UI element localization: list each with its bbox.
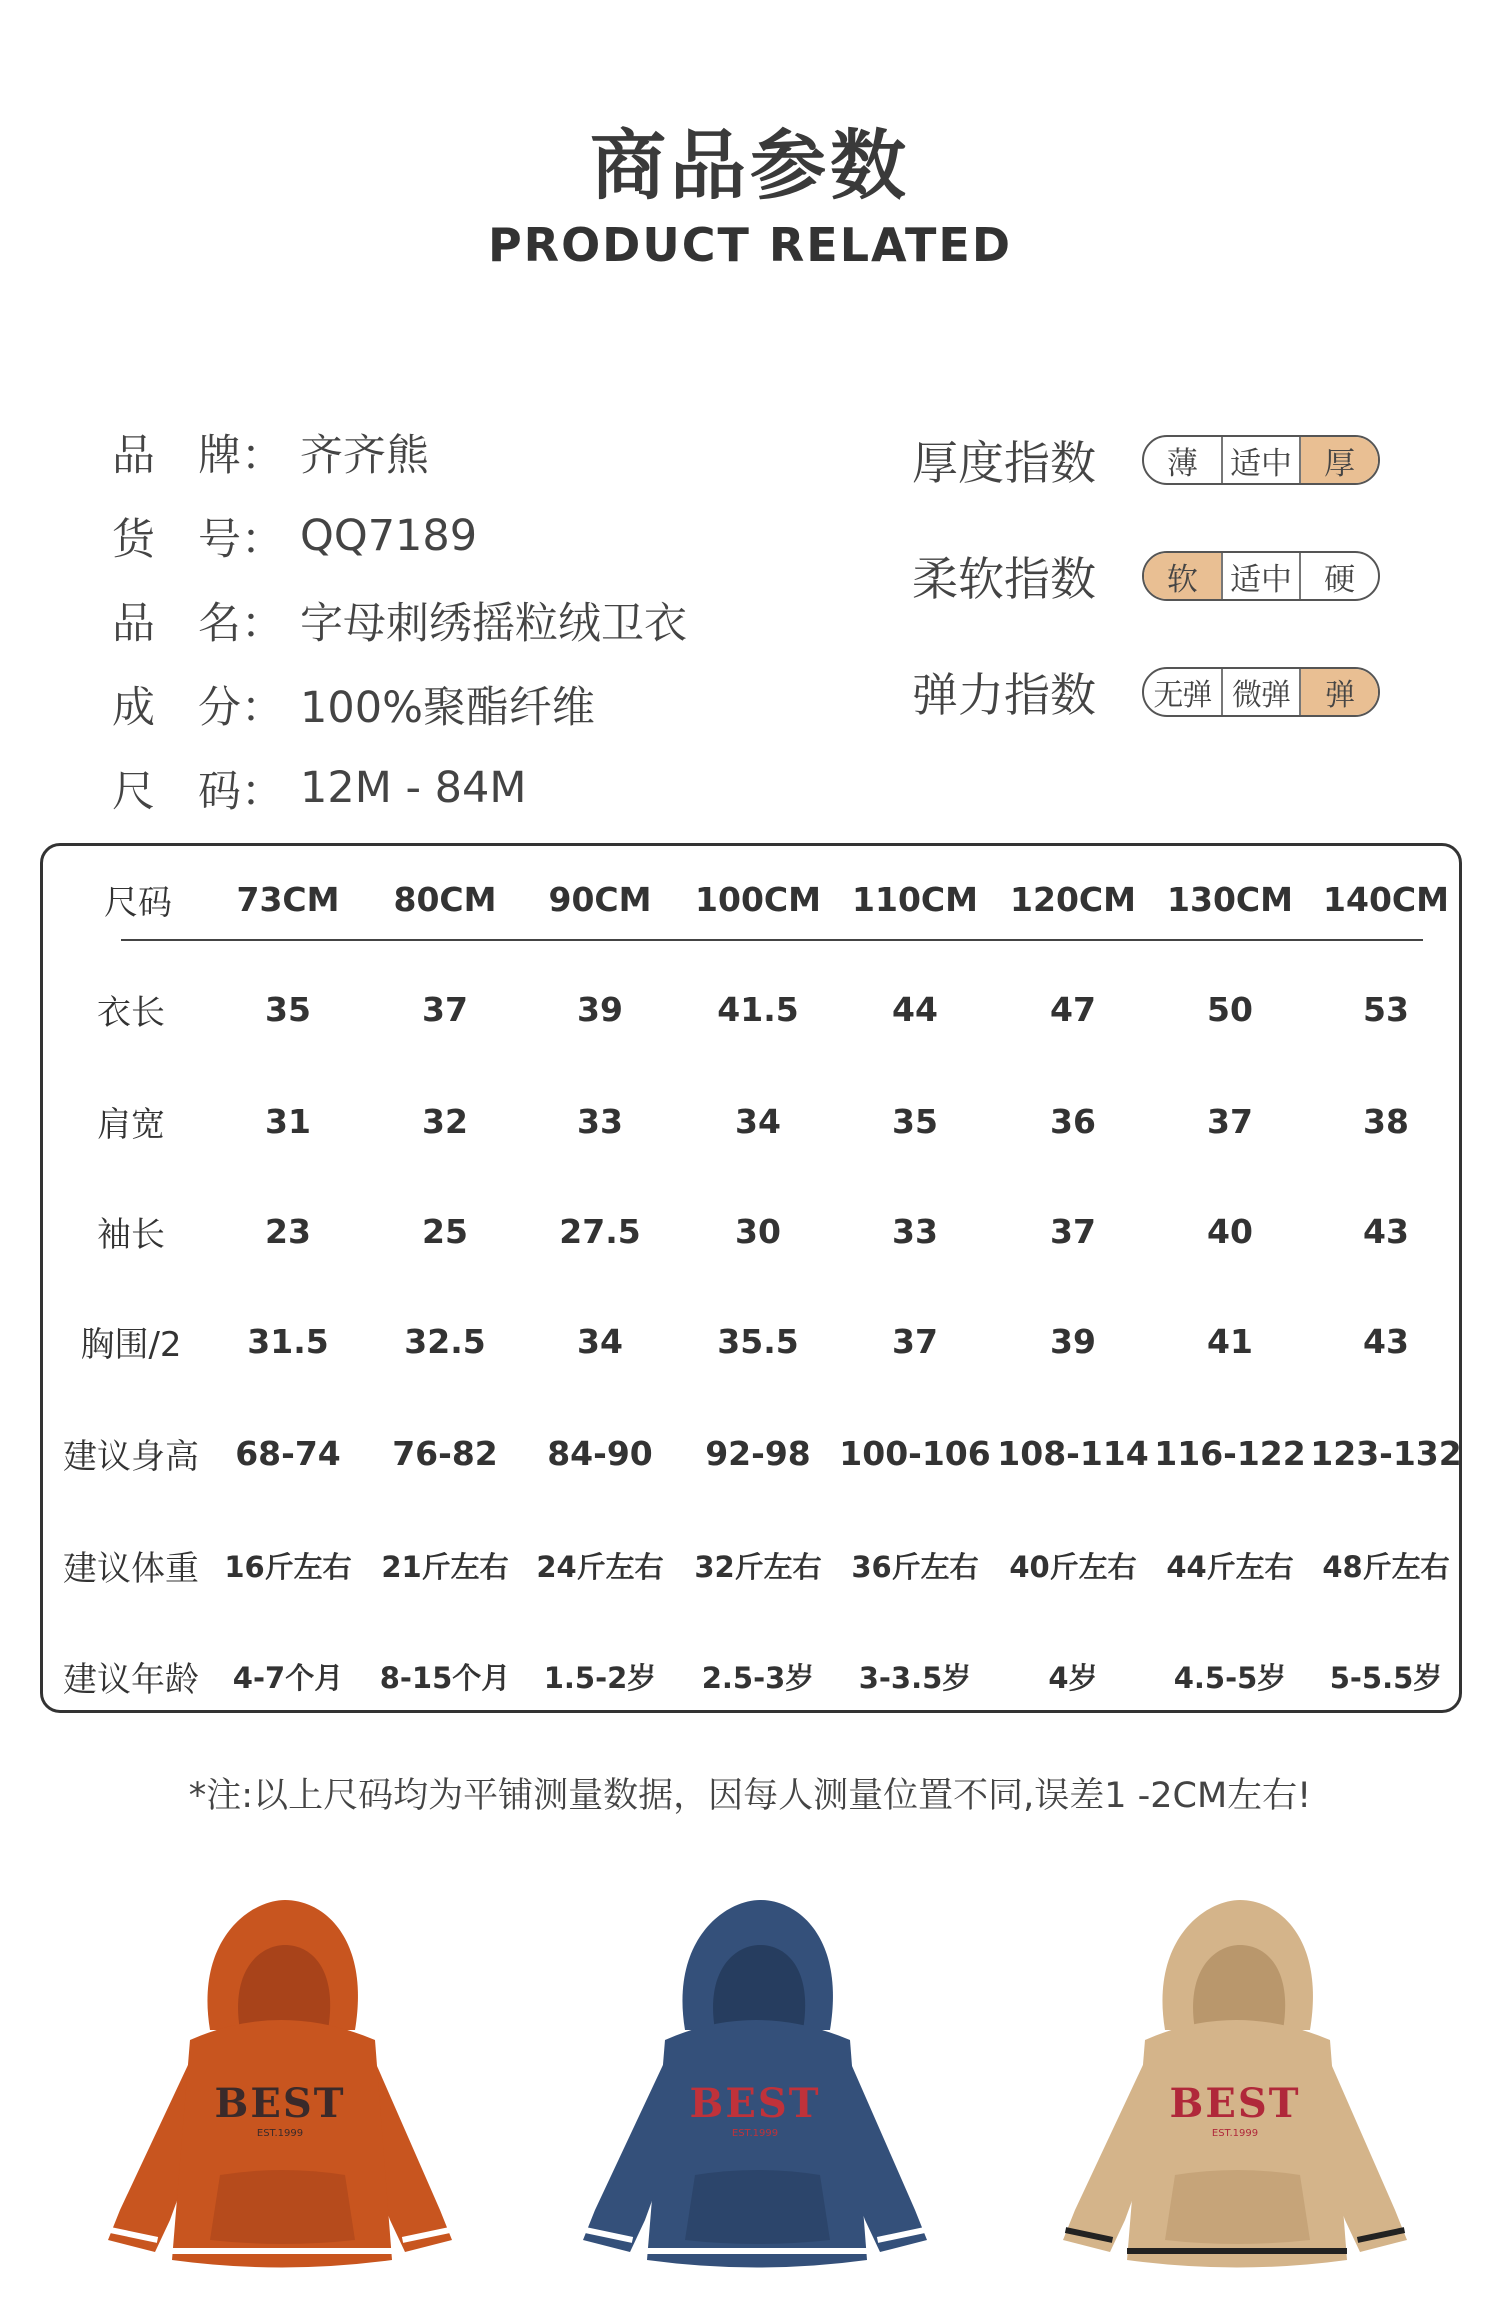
table-cell: 33 bbox=[577, 1101, 623, 1141]
table-cell: 37 bbox=[892, 1321, 938, 1361]
table-row bbox=[43, 1306, 1463, 1376]
size-header-cell: 120CM bbox=[1010, 879, 1136, 919]
table-cell: 35 bbox=[892, 1101, 938, 1141]
page-subtitle: PRODUCT RELATED bbox=[487, 218, 1013, 272]
table-row bbox=[43, 1086, 1463, 1156]
row-label: 建议年龄 bbox=[63, 1659, 199, 1700]
table-cell: 47 bbox=[1050, 989, 1096, 1029]
table-cell: 41 bbox=[1207, 1321, 1253, 1361]
row-label: 袖长 bbox=[97, 1214, 165, 1255]
index-label: 柔软指数 bbox=[912, 552, 1096, 606]
info-key: 货 号： bbox=[112, 514, 284, 565]
table-cell: 21斤左右 bbox=[381, 1549, 509, 1584]
info-value: 齐齐熊 bbox=[300, 430, 429, 481]
table-cell: 5-5.5岁 bbox=[1329, 1660, 1443, 1695]
table-cell: 24斤左右 bbox=[536, 1549, 664, 1584]
table-cell: 37 bbox=[1207, 1101, 1253, 1141]
table-cell: 43 bbox=[1363, 1211, 1409, 1251]
table-header-row bbox=[43, 864, 1463, 934]
info-row-brand bbox=[112, 410, 687, 494]
table-cell: 50 bbox=[1207, 989, 1253, 1029]
table-row bbox=[43, 1641, 1463, 1711]
table-cell: 34 bbox=[735, 1101, 781, 1141]
scale-option: 无弹 bbox=[1153, 678, 1212, 713]
logo-subtext: EST.1999 bbox=[1211, 2128, 1259, 2139]
info-value: 100%聚酯纤维 bbox=[300, 682, 595, 733]
elasticity-index bbox=[912, 652, 1380, 732]
scale-option-active: 厚 bbox=[1299, 437, 1378, 483]
table-cell: 39 bbox=[1050, 1321, 1096, 1361]
table-cell: 43 bbox=[1363, 1321, 1409, 1361]
scale-option-active: 软 bbox=[1144, 553, 1221, 599]
size-header-cell: 90CM bbox=[548, 879, 652, 919]
table-cell: 108-114 bbox=[997, 1433, 1149, 1473]
table-cell: 36 bbox=[1050, 1101, 1096, 1141]
size-header-cell: 100CM bbox=[695, 879, 821, 919]
table-cell: 25 bbox=[422, 1211, 468, 1251]
hoodie-image bbox=[1055, 1880, 1415, 2280]
info-key: 品 名： bbox=[112, 598, 284, 649]
table-cell: 100-106 bbox=[839, 1433, 991, 1473]
table-cell: 3-3.5岁 bbox=[858, 1660, 972, 1695]
product-info bbox=[112, 410, 687, 830]
logo-text: BEST bbox=[1169, 2080, 1301, 2127]
size-header-cell: 130CM bbox=[1167, 879, 1293, 919]
table-cell: 27.5 bbox=[559, 1211, 641, 1251]
index-label: 弹力指数 bbox=[912, 668, 1096, 722]
table-cell: 36斤左右 bbox=[851, 1549, 979, 1584]
table-cell: 4.5-5岁 bbox=[1173, 1660, 1287, 1695]
softness-scale bbox=[1142, 551, 1380, 601]
measurement-note: *注:以上尺码均为平铺测量数据，因每人测量位置不同,误差1 -2CM左右! bbox=[188, 1776, 1312, 1816]
table-cell: 48斤左右 bbox=[1322, 1549, 1450, 1584]
scale-option: 硬 bbox=[1299, 553, 1378, 599]
table-cell: 31 bbox=[265, 1101, 311, 1141]
info-key: 尺 码： bbox=[112, 766, 284, 817]
table-cell: 2.5-3岁 bbox=[701, 1660, 815, 1695]
logo-subtext: EST.1999 bbox=[731, 2128, 779, 2139]
table-cell: 8-15个月 bbox=[379, 1660, 511, 1695]
table-cell: 41.5 bbox=[717, 989, 799, 1029]
table-row bbox=[43, 1196, 1463, 1266]
row-label: 建议体重 bbox=[63, 1548, 199, 1589]
size-header-cell: 140CM bbox=[1323, 879, 1449, 919]
table-cell: 40斤左右 bbox=[1009, 1549, 1137, 1584]
size-header-cell: 80CM bbox=[393, 879, 497, 919]
table-cell: 35.5 bbox=[717, 1321, 799, 1361]
info-value: 字母刺绣摇粒绒卫衣 bbox=[300, 598, 687, 649]
table-cell: 39 bbox=[577, 989, 623, 1029]
table-cell: 35 bbox=[265, 989, 311, 1029]
fabric-indices bbox=[912, 420, 1380, 732]
table-cell: 116-122 bbox=[1154, 1433, 1306, 1473]
thickness-index bbox=[912, 420, 1380, 500]
scale-option: 适中 bbox=[1221, 437, 1300, 483]
table-cell: 53 bbox=[1363, 989, 1409, 1029]
info-row-item-no bbox=[112, 494, 687, 578]
logo-text: BEST bbox=[689, 2080, 821, 2127]
hoodie-image bbox=[575, 1880, 935, 2280]
row-label: 尺码 bbox=[104, 882, 172, 923]
hoodie-image bbox=[100, 1880, 460, 2280]
table-cell: 33 bbox=[892, 1211, 938, 1251]
table-cell: 76-82 bbox=[392, 1433, 498, 1473]
table-cell: 84-90 bbox=[547, 1433, 653, 1473]
header-divider bbox=[121, 939, 1423, 941]
row-label: 衣长 bbox=[97, 992, 165, 1033]
size-header-cell: 110CM bbox=[852, 879, 978, 919]
table-cell: 44 bbox=[892, 989, 938, 1029]
table-row bbox=[43, 974, 1463, 1044]
table-cell: 68-74 bbox=[235, 1433, 341, 1473]
scale-option: 微弹 bbox=[1221, 669, 1300, 715]
size-table bbox=[40, 843, 1462, 1713]
logo-subtext: EST.1999 bbox=[256, 2128, 304, 2139]
index-label: 厚度指数 bbox=[912, 436, 1096, 490]
table-cell: 16斤左右 bbox=[224, 1549, 352, 1584]
size-header-cell: 73CM bbox=[236, 879, 340, 919]
page-title: 商品参数 bbox=[590, 121, 910, 210]
table-row bbox=[43, 1530, 1463, 1600]
table-cell: 123-132 bbox=[1310, 1433, 1462, 1473]
table-cell: 4-7个月 bbox=[232, 1660, 344, 1695]
info-row-material bbox=[112, 662, 687, 746]
table-cell: 23 bbox=[265, 1211, 311, 1251]
thickness-scale bbox=[1142, 435, 1380, 485]
softness-index bbox=[912, 536, 1380, 616]
table-cell: 37 bbox=[1050, 1211, 1096, 1251]
table-cell: 4岁 bbox=[1048, 1660, 1098, 1695]
elasticity-scale bbox=[1142, 667, 1380, 717]
table-cell: 32斤左右 bbox=[694, 1549, 822, 1584]
scale-option: 适中 bbox=[1221, 553, 1300, 599]
info-key: 品 牌： bbox=[112, 430, 284, 481]
row-label: 肩宽 bbox=[97, 1104, 165, 1145]
table-cell: 32 bbox=[422, 1101, 468, 1141]
info-value: QQ7189 bbox=[300, 511, 478, 561]
table-cell: 40 bbox=[1207, 1211, 1253, 1251]
logo-text: BEST bbox=[214, 2080, 346, 2127]
scale-option: 薄 bbox=[1166, 445, 1198, 482]
row-label: 建议身高 bbox=[63, 1436, 199, 1477]
info-row-name bbox=[112, 578, 687, 662]
table-cell: 37 bbox=[422, 989, 468, 1029]
row-label: 胸围/2 bbox=[80, 1324, 182, 1365]
info-value: 12M - 84M bbox=[300, 763, 527, 813]
table-cell: 38 bbox=[1363, 1101, 1409, 1141]
table-cell: 31.5 bbox=[247, 1321, 329, 1361]
info-key: 成 分： bbox=[112, 682, 284, 733]
table-cell: 1.5-2岁 bbox=[543, 1660, 657, 1695]
table-row bbox=[43, 1418, 1463, 1488]
table-cell: 92-98 bbox=[705, 1433, 811, 1473]
info-row-size bbox=[112, 746, 687, 830]
table-cell: 44斤左右 bbox=[1166, 1549, 1294, 1584]
scale-option-active: 弹 bbox=[1299, 669, 1378, 715]
table-cell: 34 bbox=[577, 1321, 623, 1361]
table-cell: 32.5 bbox=[404, 1321, 486, 1361]
table-cell: 30 bbox=[735, 1211, 781, 1251]
